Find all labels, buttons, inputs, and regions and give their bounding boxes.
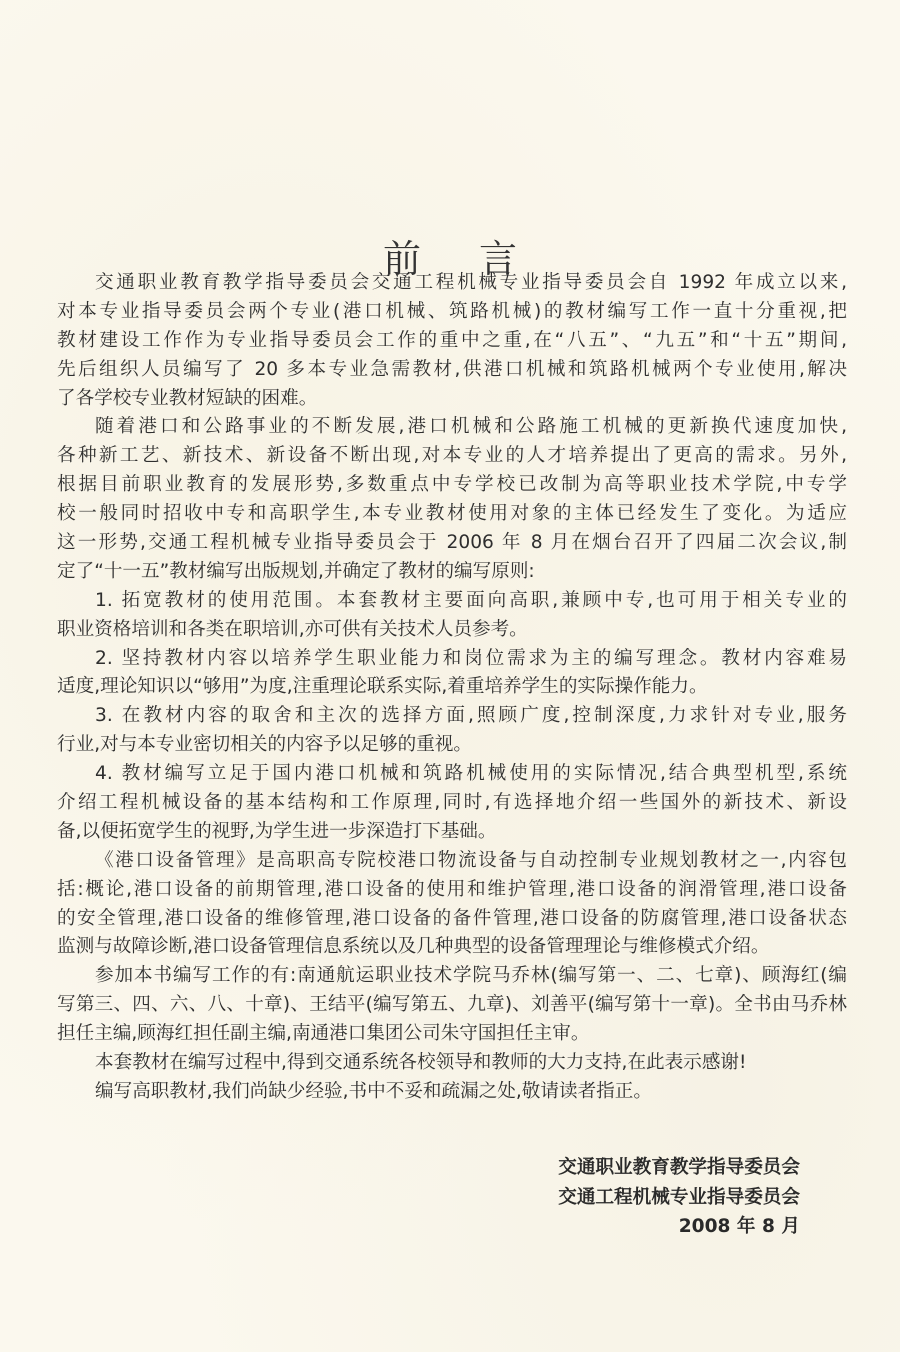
text-line: 括:概论,港口设备的前期管理,港口设备的使用和维护管理,港口设备的润滑管理,港口设备 (57, 878, 847, 900)
text-line: 各种新工艺、新技术、新设备不断出现,对本专业的人才培养提出了更高的需求。另外, (57, 445, 847, 467)
text-line: 交通职业教育教学指导委员会交通工程机械专业指导委员会自 1992 年成立以来, (95, 272, 847, 293)
text-line: 监测与故障诊断,港口设备管理信息系统以及几种典型的设备管理理论与维修模式介绍。 (57, 936, 770, 958)
text-line: 参加本书编写工作的有:南通航运职业技术学院马乔林(编写第一、二、七章)、顾海红(编 (95, 965, 847, 987)
text-line: 职业资格培训和各类在职培训,亦可供有关技术人员参考。 (57, 618, 528, 640)
text-line: 《港口设备管理》是高职高专院校港口物流设备与自动控制专业规划教材之一,内容包 (95, 849, 847, 871)
text-line: 介绍工程机械设备的基本结构和工作原理,同时,有选择地介绍一些国外的新技术、新设 (57, 792, 847, 814)
text-line: 担任主编,顾海红担任副主编,南通港口集团公司朱守国担任主审。 (57, 1023, 590, 1045)
text-line: 随着港口和公路事业的不断发展,港口机械和公路施工机械的更新换代速度加快, (95, 416, 847, 438)
text-line: 先后组织人员编写了 20 多本专业急需教材,供港口机械和筑路机械两个专业使用,解决 (57, 358, 847, 380)
text-line: 本套教材在编写过程中,得到交通系统各校领导和教师的大力支持,在此表示感谢! (95, 1052, 747, 1074)
signature-org-1: 交通职业教育教学指导委员会 (558, 1157, 800, 1178)
text-line: 1. 拓宽教材的使用范围。本套教材主要面向高职,兼顾中专,也可用于相关专业的 (95, 589, 847, 611)
text-line: 写第三、四、六、八、十章)、王结平(编写第五、九章)、刘善平(编写第十一章)。全书由马乔林 (57, 994, 847, 1016)
text-line: 根据目前职业教育的发展形势,多数重点中专学校已改制为高等职业技术学院,中专学 (57, 474, 847, 496)
text-line: 备,以便拓宽学生的视野,为学生进一步深造打下基础。 (57, 820, 497, 842)
text-line: 了各学校专业教材短缺的困难。 (57, 387, 318, 409)
text-line: 4. 教材编写立足于国内港口机械和筑路机械使用的实际情况,结合典型机型,系统 (95, 763, 847, 785)
signature-org-2: 交通工程机械专业指导委员会 (558, 1186, 800, 1208)
text-line: 校一般同时招收中专和高职学生,本专业教材使用对象的主体已经发生了变化。为适应 (57, 503, 847, 525)
text-line: 教材建设工作作为专业指导委员会工作的重中之重,在“八五”、“九五”和“十五”期间, (57, 329, 847, 351)
signature-date: 2008 年 8 月 (678, 1216, 800, 1237)
signature-block (558, 1153, 800, 1242)
text-line: 适度,理论知识以“够用”为度,注重理论联系实际,着重培养学生的实际操作能力。 (57, 676, 708, 698)
preface-body (57, 269, 847, 1107)
text-line: 的安全管理,港口设备的维修管理,港口设备的备件管理,港口设备的防腐管理,港口设备状态 (57, 907, 847, 929)
text-line: 2. 坚持教材内容以培养学生职业能力和岗位需求为主的编写理念。教材内容难易 (95, 647, 847, 669)
page-title: 前言 (382, 237, 575, 282)
text-line: 定了“十一五”教材编写出版规划,并确定了教材的编写原则: (57, 560, 535, 582)
text-line: 这一形势,交通工程机械专业指导委员会于 2006 年 8 月在烟台召开了四届二次会议,制 (57, 532, 847, 554)
text-line: 行业,对与本专业密切相关的内容予以足够的重视。 (57, 734, 472, 756)
text-line: 编写高职教材,我们尚缺少经验,书中不妥和疏漏之处,敬请读者指正。 (95, 1080, 652, 1102)
text-line: 对本专业指导委员会两个专业(港口机械、筑路机械)的教材编写工作一直十分重视,把 (57, 300, 847, 322)
text-line: 3. 在教材内容的取舍和主次的选择方面,照顾广度,控制深度,力求针对专业,服务 (95, 705, 847, 727)
